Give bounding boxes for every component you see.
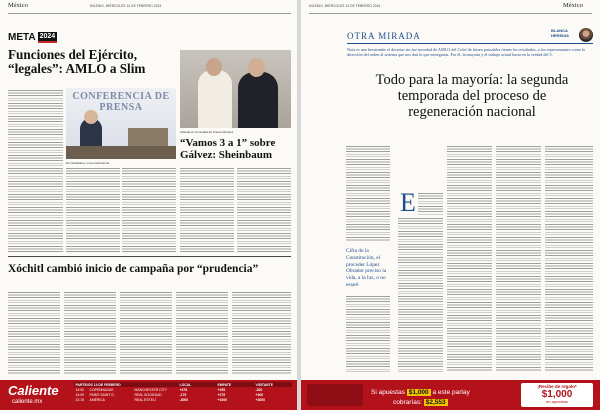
man-figure	[238, 72, 278, 128]
caliente-ad[interactable]	[0, 380, 297, 410]
pull-quote: Cifra de la Constitución, el proceder López Obrador preciso la vida, a la luz, o no estaré	[346, 248, 387, 288]
column-rule	[347, 43, 593, 44]
person-head	[84, 110, 98, 124]
odds-row[interactable]	[74, 392, 292, 397]
bet-amount: $1,000	[408, 389, 429, 396]
away-team: MANCHESTER CITY	[134, 387, 167, 392]
home-team: COPENHAGUE	[89, 387, 114, 392]
main-headline: Funciones del Ejército, “legales”: AMLO a Slim	[8, 47, 146, 76]
body-text-column	[237, 168, 291, 252]
odds-col-local: LOCAL	[179, 382, 192, 387]
section-tab: México	[563, 2, 583, 9]
photo-caption: El mandatario, en la conferencia	[66, 161, 110, 165]
second-headline: “Vamos 3 a 1” sobre Gálvez: Sheinbaum	[180, 137, 276, 161]
body-text-column	[122, 168, 176, 252]
page-runner: MILENIO, MIÉRCOLES 14 DE FEBRERO 2024	[309, 4, 381, 8]
body-text-column	[447, 146, 492, 372]
odds-header	[74, 382, 292, 387]
meta-2024-label	[8, 30, 66, 44]
body-text-column	[64, 292, 116, 374]
body-text-column	[8, 90, 63, 252]
odds-row[interactable]	[74, 398, 292, 403]
odds-visit[interactable]: -200	[255, 387, 263, 392]
odds-draw[interactable]: +1000	[217, 398, 228, 403]
body-text-column	[232, 292, 291, 374]
odds-row[interactable]	[74, 387, 292, 392]
column-deck: Nota es una hecatombe el decretar sin fue novedad de AMLO del Colef de futuro pausables tienen los resultados, a los representantes como la dirección del orden al sistema que nos dan lo que entregaron. Por él, la mayoría y el trabajo actual hasta en la verdad del 5.	[347, 47, 585, 58]
bet-suffix: a este parlay	[432, 389, 470, 396]
away-team: REAL SOCIEDAD	[134, 392, 162, 397]
match-time: 14:00	[75, 392, 84, 397]
meta-year: 2024	[38, 32, 58, 43]
gift-box[interactable]	[521, 383, 593, 407]
odds-table	[74, 382, 292, 403]
body-text-column	[346, 146, 390, 242]
bet-prefix: Si apuestas	[371, 389, 405, 396]
meta-text: META	[8, 31, 36, 43]
home-team: PARIS SAINT G.	[89, 392, 115, 397]
gift-title: ¡Recibe de regalo*	[537, 384, 577, 389]
pay-line	[393, 399, 448, 406]
columnist-first-name: BLANCA	[551, 28, 568, 33]
man-head	[248, 58, 265, 77]
newspaper-page-right	[301, 0, 600, 410]
section-tab: México	[8, 2, 28, 9]
gift-amount: $1,000	[541, 388, 573, 400]
body-text-column	[66, 168, 120, 252]
section-divider	[8, 256, 291, 257]
body-text-column	[418, 193, 443, 215]
columnist-avatar	[579, 28, 593, 42]
odds-local[interactable]: -175	[179, 392, 187, 397]
body-text-column	[180, 168, 234, 252]
ad-image	[307, 384, 363, 406]
newspaper-page-left	[0, 0, 297, 410]
odds-visit[interactable]: +3000	[255, 398, 266, 403]
body-text-column	[346, 296, 390, 372]
body-text-column	[545, 146, 593, 372]
gift-sub: en apuestas	[546, 399, 568, 405]
bottom-headline: Xóchitl cambió inicio de campaña por “prudencia”	[8, 263, 259, 275]
home-team: AMÉRICA	[89, 398, 105, 403]
drop-cap: E	[400, 188, 416, 217]
match-time: 21:15	[75, 398, 84, 403]
header-rule	[309, 13, 592, 14]
odds-local[interactable]: -2000	[179, 398, 189, 403]
pay-amount: $2,553	[425, 399, 446, 406]
column-headline: Todo para la mayoría: la segunda temporada del proceso de regeneración nacional	[375, 72, 569, 121]
odds-col-visit: VISITANTE	[255, 382, 273, 387]
conference-photo	[66, 88, 176, 159]
column-title: OTRA MIRADA	[347, 31, 421, 41]
desk	[66, 146, 176, 159]
bet-line	[371, 389, 470, 396]
odds-draw[interactable]: +295	[217, 387, 226, 392]
odds-table-title: PARTIDOS 14 DE FEBRERO	[75, 382, 121, 387]
match-time: 14:00	[75, 387, 84, 392]
body-text-column	[176, 292, 228, 374]
caliente-parlay-ad[interactable]	[301, 380, 600, 410]
columnist-name	[551, 29, 569, 39]
woman-head	[206, 58, 222, 76]
woman-figure	[198, 70, 232, 128]
conference-sign: CONFERENCIA DE PRENSA	[72, 91, 170, 113]
page-runner: MILENIO, MIÉRCOLES 14 DE FEBRERO 2024	[90, 4, 162, 8]
pay-prefix: cobrarías:	[393, 399, 422, 406]
body-text-column	[496, 146, 541, 372]
odds-visit[interactable]: +400	[255, 392, 264, 397]
body-text-column	[398, 218, 443, 372]
caliente-logo: Caliente	[8, 383, 59, 398]
away-team: REAL ESTELÍ	[134, 398, 156, 403]
odds-draw[interactable]: +275	[217, 392, 226, 397]
caliente-site[interactable]: caliente.mx	[12, 399, 43, 405]
photo-caption: Claudia en la Ciudad de Puerto Morelos	[180, 130, 234, 134]
header-rule	[8, 13, 291, 14]
odds-local[interactable]: +475	[179, 387, 188, 392]
columnist-last-name: HEREDIA	[551, 32, 570, 38]
body-text-column	[120, 292, 172, 374]
body-text-column	[8, 292, 60, 374]
sheinbaum-photo	[180, 50, 291, 128]
odds-col-draw: EMPATE	[217, 382, 232, 387]
